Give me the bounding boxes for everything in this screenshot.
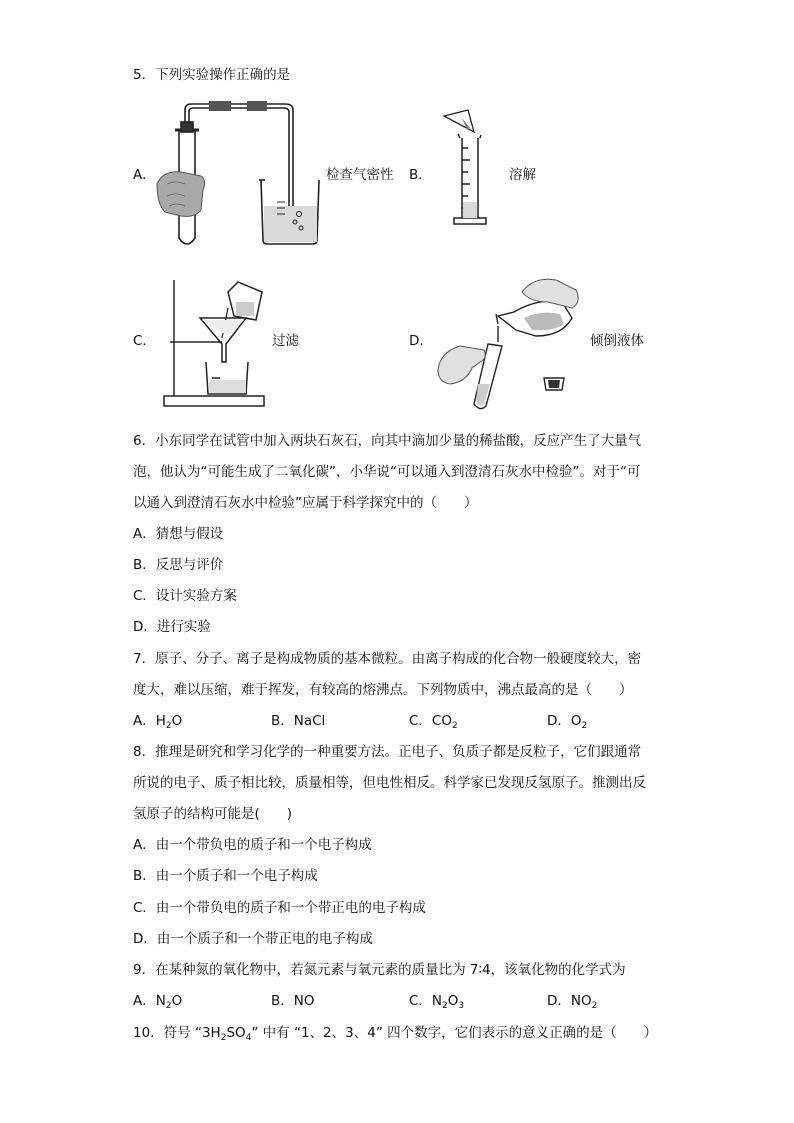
q5-option-d-letter: D． [409,333,433,349]
airtightness-check-figure [155,100,320,250]
q6-stem-line2: 泡，他认为“可能生成了二氧化碳”，小华说“可以通入到澄清石灰水中检验”。对于“可 [133,464,641,480]
q7-option-c: C．$CO_2$ [409,713,458,731]
q8-option-b: B．由一个质子和一个电子构成 [133,868,318,884]
q5-stem: 5．下列实验操作正确的是 [133,67,291,83]
q7-option-b: B．NaCl [271,713,326,729]
q6-stem-line3: 以通入到澄清石灰水中检验”应属于科学探究中的（ ） [133,495,478,511]
q9-option-b: B．NO [271,993,315,1009]
q5-option-a-letter: A． [133,167,156,183]
q5-option-c-letter: C． [133,333,156,349]
q8-option-c: C．由一个带负电的质子和一个带正电的电子构成 [133,900,426,916]
q10-stem: 10．符号 “$3H_2SO_4$” 中有 “1、2、3、4” 四个数字，它们表示的意义正确的是（ ） [133,1025,658,1043]
q6-option-a: A．猜想与假设 [133,526,224,542]
dissolving-cylinder-figure [440,108,500,230]
q6-option-c: C．设计实验方案 [133,588,237,604]
q9-option-c: C．$N_2O_3$ [409,993,465,1011]
q9-stem: 9．在某种氮的氧化物中，若氮元素与氧元素的质量比为 7∶4，该氧化物的化学式为 [133,962,626,978]
q7-stem-line2: 度大，难以压缩，难于挥发，有较高的熔沸点。下列物质中，沸点最高的是（ ） [133,682,633,698]
pouring-liquid-figure [436,272,586,410]
filtration-figure [162,278,272,408]
q7-stem-line1: 7．原子、分子、离子是构成物质的基本微粒。由离子构成的化合物一般硬度较大，密 [133,651,642,667]
q9-option-a: A．$N_2O$ [133,993,183,1011]
q7-option-a: A．$H_2O$ [133,713,183,731]
q5-option-d-caption: 倾倒液体 [590,333,644,349]
q5-option-a-caption: 检查气密性 [326,167,394,183]
q5-option-b-letter: B． [409,167,432,183]
q8-option-d: D．由一个质子和一个带正电的电子构成 [133,931,373,947]
q8-option-a: A．由一个带负电的质子和一个电子构成 [133,837,372,853]
q6-stem-line1: 6．小东同学在试管中加入两块石灰石，向其中滴加少量的稀盐酸，反应产生了大量气 [133,433,642,449]
q8-stem-line1: 8．推理是研究和学习化学的一种重要方法。正电子、负质子都是反粒子，它们跟通常 [133,744,642,760]
q8-stem-line2: 所说的电子、质子相比较，质量相等，但电性相反。科学家已发现反氢原子。推测出反 [133,775,646,791]
q8-stem-line3: 氢原子的结构可能是( ) [133,806,293,822]
q5-option-c-caption: 过滤 [272,333,299,349]
q7-option-d: D．$O_2$ [547,713,588,731]
q6-option-b: B．反思与评价 [133,557,224,573]
q6-option-d: D．进行实验 [133,619,211,635]
q9-option-d: D．$NO_2$ [547,993,598,1011]
q5-option-b-caption: 溶解 [509,167,536,183]
